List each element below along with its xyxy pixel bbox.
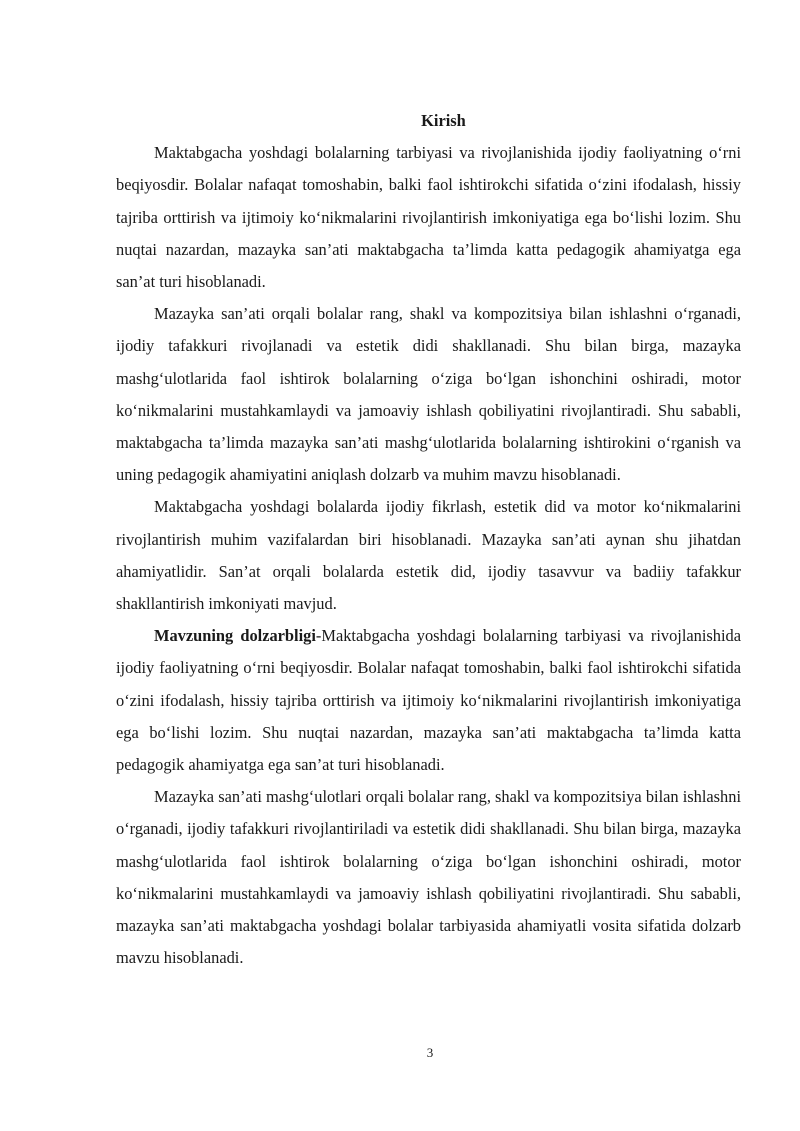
paragraph-text: Maktabgacha yoshdagi bolalarning tarbiyasi va rivojlanishida ijodiy faoliyatning o‘rni beqiyosdir. Bolalar nafaqat tomoshabin, balki faol ishtirokchi sifatida o‘zini ifodalash, hissiy tajriba orttirish va ijtimoiy ko‘nikmalarini rivojlantirish imkoniyatiga ega bo‘lishi lozim. Shu nuqtai nazardan, mazayka san’ati maktabgacha ta’limda katta pedagogik ahamiyatga ega san’at turi hisoblanadi. [116,143,741,292]
page-number: 3 [426,1045,434,1060]
paragraph-5 [116,781,741,974]
paragraph-lead-bold: Mavzuning dolzarbligi [154,626,316,646]
paragraph-text: Maktabgacha yoshdagi bolalarda ijodiy fikrlash, estetik did va motor ko‘nikmalarini rivojlantirish muhim vazifalardan biri hisoblanadi. Mazayka san’ati aynan shu jihatdan ahamiyatlidir. San’at orqali bolalarda estetik did, ijodiy tasavvur va badiiy tafakkur shakllantirish imkoniyati mavjud. [116,497,741,614]
paragraph-1 [116,137,741,298]
paragraph-4-relevance [116,620,741,781]
paragraph-3 [116,491,741,620]
paragraph-text: -Maktabgacha yoshdagi bolalarning tarbiyasi va rivojlanishida ijodiy faoliyatning o‘rni beqiyosdir. Bolalar nafaqat tomoshabin, balki faol ishtirokchi sifatida o‘zini ifodalash, hissiy tajriba orttirish va ijtimoiy ko‘nikmalarini rivojlantirish imkoniyatiga ega bo‘lishi lozim. Shu nuqtai nazardan, mazayka san’ati maktabgacha ta’limda katta pedagogik ahamiyatga ega san’at turi hisoblanadi. [116,626,741,775]
page-title: Kirish [421,111,466,130]
paragraph-text: Mazayka san’ati orqali bolalar rang, shakl va kompozitsiya bilan ishlashni o‘rganadi, ijodiy tafakkuri rivojlanadi va estetik didi shakllanadi. Shu bilan birga, mazayka mashg‘ulotlarida faol ishtirok bolalarning o‘ziga bo‘lgan ishonchini oshiradi, motor ko‘nikmalarini mustahkamlaydi va jamoaviy ishlash qobiliyatini rivojlantiradi. Shu sababli, maktabgacha ta’limda mazayka san’ati mashg‘ulotlarida bolalarning ishtirokini o‘rganish va uning pedagogik ahamiyatini aniqlash dolzarb va muhim mavzu hisoblanadi. [116,304,741,485]
paragraph-text: Mazayka san’ati mashg‘ulotlari orqali bolalar rang, shakl va kompozitsiya bilan ishlashni o‘rganadi, ijodiy tafakkuri rivojlantiriladi va estetik didi shakllanadi. Shu bilan birga, mazayka mashg‘ulotlarida faol ishtirok bolalarning o‘ziga bo‘lgan ishonchini oshiradi, motor ko‘nikmalarini mustahkamlaydi va jamoaviy ishlash qobiliyatini rivojlantiradi. Shu sababli, mazayka san’ati maktabgacha yoshdagi bolalar tarbiyasida ahamiyatli vosita sifatida dolzarb mavzu hisoblanadi. [116,787,741,968]
paragraph-2 [116,298,741,491]
document-page [116,105,741,974]
